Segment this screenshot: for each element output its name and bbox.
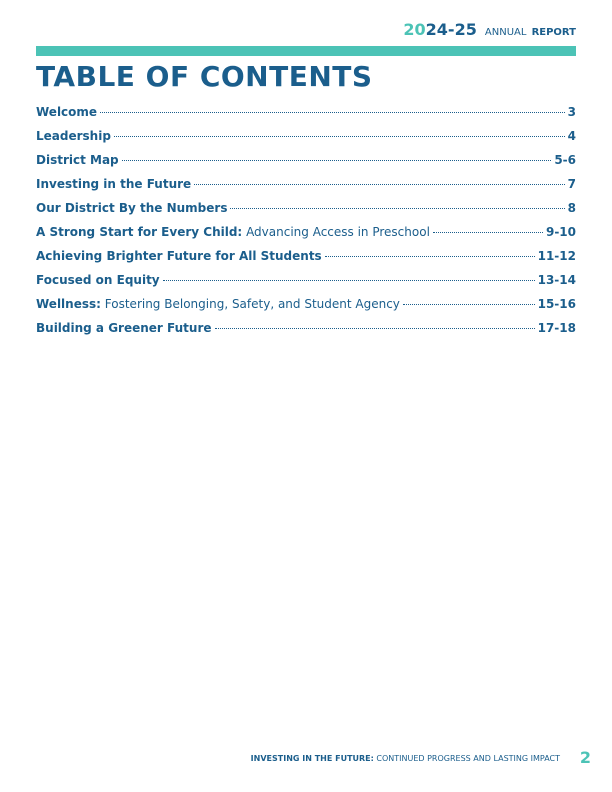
toc-entry-title: Investing in the Future — [36, 177, 192, 191]
toc-entry-page: 15-16 — [537, 297, 576, 311]
toc-entry-page: 9-10 — [545, 225, 576, 239]
toc-dot-leader — [230, 208, 564, 209]
toc-dot-leader — [403, 304, 535, 305]
toc-entry-title: Focused on Equity — [36, 273, 160, 287]
toc-entry-text — [36, 271, 160, 289]
toc-entry-text — [36, 127, 111, 145]
toc-entry-title: Our District By the Numbers — [36, 201, 228, 215]
toc-entry-text — [36, 295, 400, 313]
toc-dot-leader — [122, 160, 552, 161]
toc-dot-leader — [325, 256, 535, 257]
toc-dot-leader — [194, 184, 564, 185]
toc-entry-district-map[interactable] — [36, 151, 576, 175]
toc-entry-title: Building a Greener Future — [36, 321, 212, 335]
toc-entry-page: 7 — [567, 177, 576, 191]
toc-dot-leader — [163, 280, 535, 281]
toc-entry-text — [36, 319, 212, 337]
toc-entry-page: 3 — [567, 105, 576, 119]
toc-entry-by-the-numbers[interactable] — [36, 199, 576, 223]
toc-entry-title: District Map — [36, 153, 119, 167]
toc-entry-title: Welcome — [36, 105, 98, 119]
report-label: REPORT — [531, 27, 576, 38]
year-suffix: 24-25 — [425, 20, 477, 39]
toc-entry-brighter-future[interactable] — [36, 247, 576, 271]
toc-entry-leadership[interactable] — [36, 127, 576, 151]
toc-entry-page: 17-18 — [537, 321, 576, 335]
year-prefix: 20 — [403, 20, 426, 39]
toc-dot-leader — [433, 232, 543, 233]
toc-entry-page: 5-6 — [554, 153, 576, 167]
toc-dot-leader — [100, 112, 565, 113]
toc-entry-wellness[interactable] — [36, 295, 576, 319]
toc-entry-investing-future[interactable] — [36, 175, 576, 199]
toc-entry-text — [36, 151, 119, 169]
header-accent-bar — [36, 46, 576, 56]
toc-entry-page: 13-14 — [537, 273, 576, 287]
toc-entry-page: 8 — [567, 201, 576, 215]
annual-label: ANNUAL — [484, 27, 527, 38]
report-year — [403, 20, 476, 39]
page-title: TABLE OF CONTENTS — [36, 60, 373, 93]
footer-title: INVESTING IN THE FUTURE: — [250, 754, 374, 763]
toc-entry-page: 11-12 — [537, 249, 576, 263]
toc-entry-title: Achieving Brighter Future for All Students — [36, 249, 322, 263]
toc-entry-title: A Strong Start for Every Child: — [36, 225, 243, 239]
toc-entry-text — [36, 223, 430, 241]
toc-entry-equity[interactable] — [36, 271, 576, 295]
toc-dot-leader — [215, 328, 535, 329]
page-footer — [251, 754, 560, 763]
toc-dot-leader — [114, 136, 565, 137]
report-header — [403, 20, 576, 39]
toc-entry-text — [36, 199, 227, 217]
toc-entry-title: Wellness: — [36, 297, 101, 311]
toc-entry-text — [36, 175, 191, 193]
toc-entry-welcome[interactable] — [36, 103, 576, 127]
toc-entry-text — [36, 103, 97, 121]
toc-entry-subtitle: Advancing Access in Preschool — [246, 225, 430, 239]
toc-entry-title: Leadership — [36, 129, 111, 143]
toc-entry-subtitle: Fostering Belonging, Safety, and Student Agency — [104, 297, 400, 311]
table-of-contents — [36, 103, 576, 343]
toc-entry-greener-future[interactable] — [36, 319, 576, 343]
toc-entry-strong-start[interactable] — [36, 223, 576, 247]
toc-entry-text — [36, 247, 322, 265]
toc-entry-page: 4 — [567, 129, 576, 143]
footer-subtitle: CONTINUED PROGRESS AND LASTING IMPACT — [376, 754, 560, 763]
page-number: 2 — [579, 748, 591, 767]
